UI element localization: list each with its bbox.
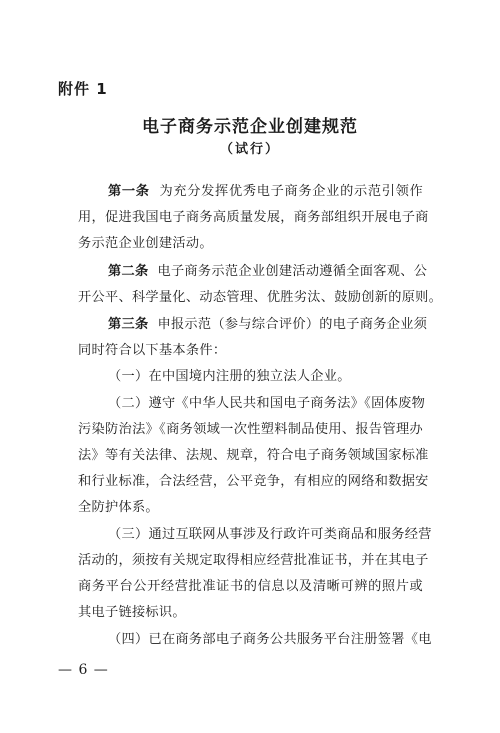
article-3-line-1 (108, 315, 428, 335)
article-2-heading: 第二条 (108, 264, 149, 279)
condition-2-line-3: 法》等有关法律、法规、规章，符合电子商务领域国家标准 (78, 448, 429, 463)
page-number: — 6 — (58, 662, 109, 678)
article-2-line-1 (108, 262, 428, 282)
attachment-label: 附件 1 (58, 80, 108, 98)
condition-4-line-1: （四）已在商务部电子商务公共服务平台注册签署《电 (108, 632, 432, 647)
condition-2-line-4: 和行业标准，合法经营，公平竞争，有相应的网络和数据安 (78, 474, 429, 489)
condition-2-line-5: 全防护体系。 (78, 500, 159, 515)
article-2-line-2: 开公平、科学量化、动态管理、优胜劣汰、鼓励创新的原则。 (78, 290, 443, 305)
article-1-line-2: 用，促进我国电子商务高质量发展，商务部组织开展电子商 (78, 210, 429, 225)
article-1-text-1: 为充分发挥优秀电子商务企业的示范引领作 (159, 184, 424, 199)
article-1-line-3: 务示范企业创建活动。 (78, 236, 213, 251)
article-3-line-2: 同时符合以下基本条件： (78, 343, 227, 358)
condition-3-line-1: （三）通过互联网从事涉及行政许可类商品和服务经营 (108, 527, 432, 542)
document-title: 电子商务示范企业创建规范 (142, 117, 358, 137)
article-1-heading: 第一条 (108, 184, 150, 199)
article-3-text-1: 申报示范（参与综合评价）的电子商务企业须 (157, 317, 428, 332)
document-subtitle: （试行） (219, 142, 280, 157)
condition-1-line-1: （一）在中国境内注册的独立法人企业。 (108, 369, 351, 384)
condition-3-line-2: 活动的，须按有关规定取得相应经营批准证书，并在其电子 (78, 553, 429, 568)
condition-2-line-1: （二）遵守《中华人民共和国电子商务法》《固体废物 (108, 396, 426, 411)
article-3-heading: 第三条 (108, 317, 149, 332)
condition-2-line-2: 污染防治法》《商务领域一次性塑料制品使用、报告管理办 (78, 422, 423, 437)
condition-3-line-3: 商务平台公开经营批准证书的信息以及清晰可辨的照片或 (78, 579, 423, 594)
article-2-text-1: 电子商务示范企业创建活动遵循全面客观、公 (157, 264, 428, 279)
condition-3-line-4: 其电子链接标识。 (78, 605, 186, 620)
article-1-line-1 (108, 182, 423, 202)
